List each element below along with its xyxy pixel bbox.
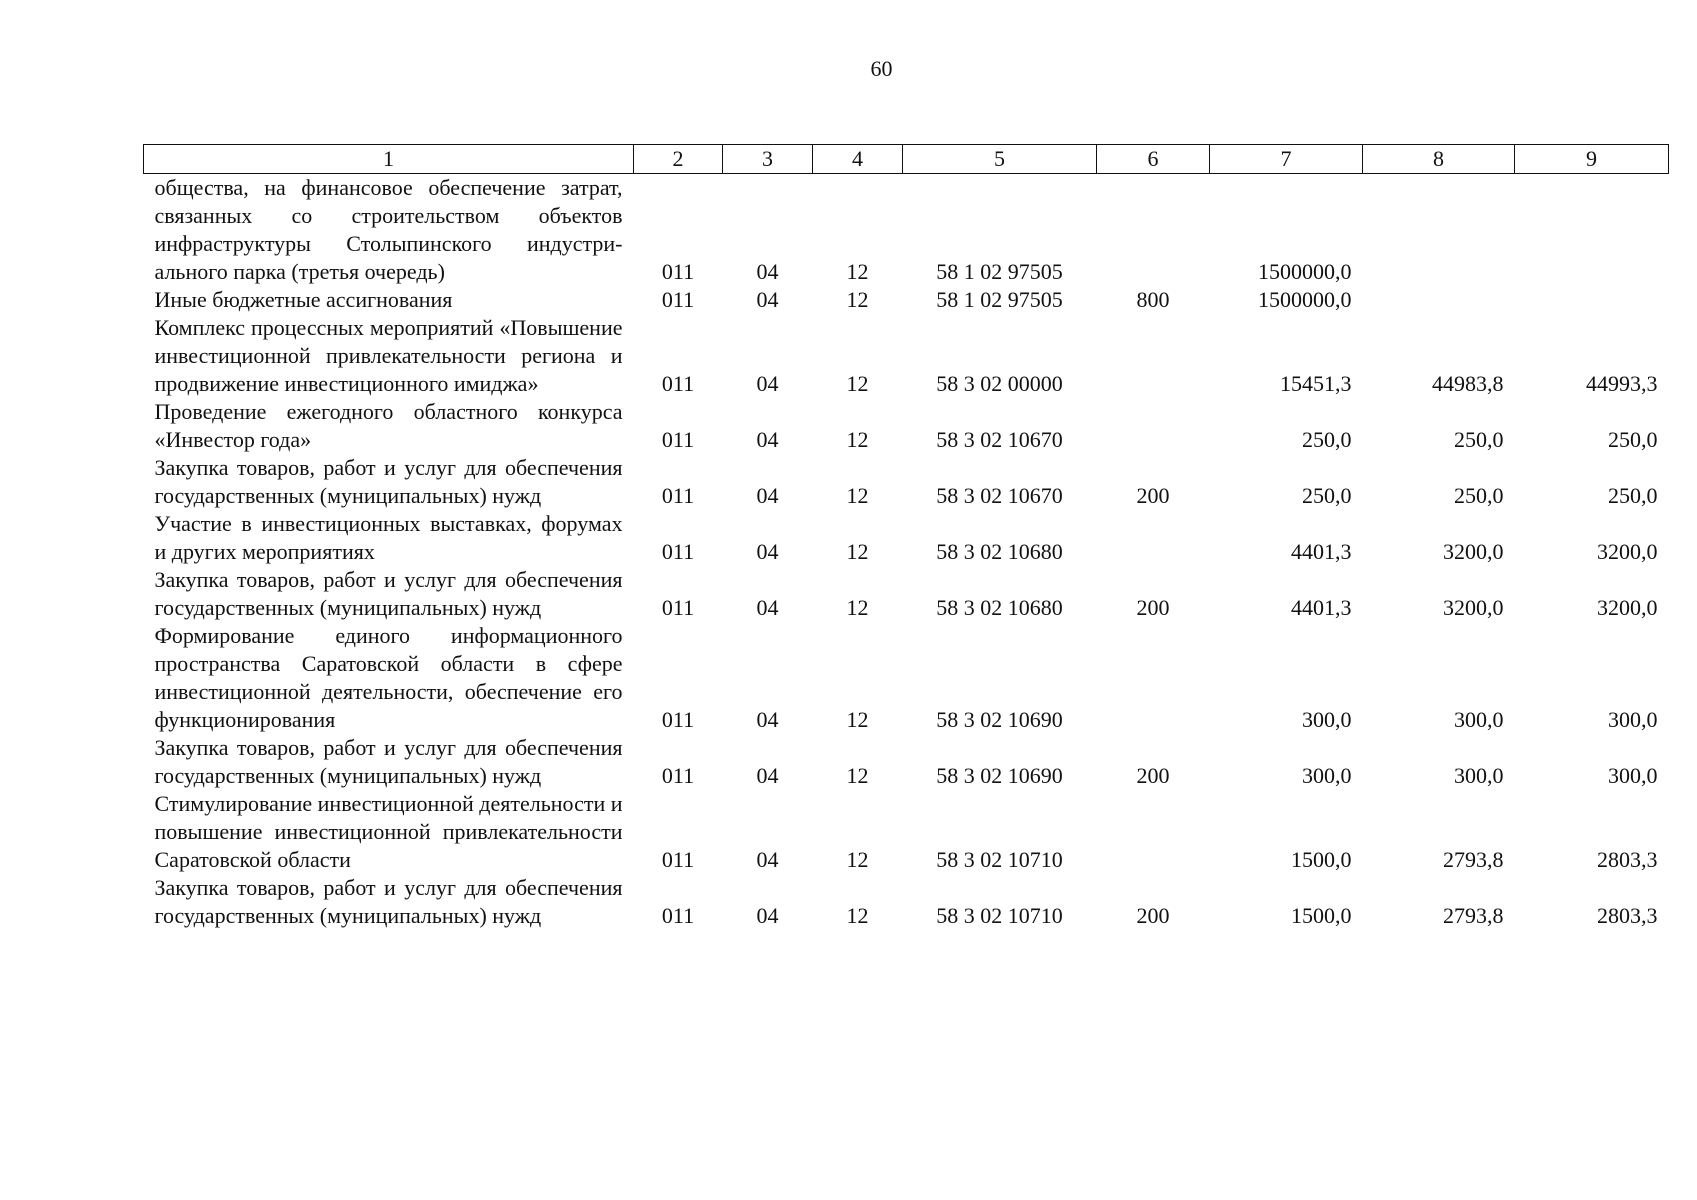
cell-subsection: 12	[846, 539, 869, 564]
cell-section: 04	[756, 707, 779, 732]
cell-amount-7: 250,0	[1302, 427, 1352, 452]
row-name: Комплекс процессных мероприятий «Повышение инвестиционной привлекательности региона и продвижение инвестиционного имиджа»	[154, 315, 623, 396]
row-name: Стимулирование инвестиционной деятельности и повышение инвестиционной привлекательности Саратовской области	[154, 791, 623, 872]
column-header: 9	[1515, 145, 1669, 174]
cell-section: 04	[756, 539, 779, 564]
cell-target-article: 58 3 02 00000	[936, 371, 1063, 396]
cell-amount-8	[1363, 174, 1515, 287]
cell-expense-type	[1097, 174, 1210, 287]
cell-ministry: 011	[661, 371, 695, 396]
cell-amount-7: 15451,3	[1280, 371, 1352, 396]
row-name: Иные бюджетные ассигнования	[154, 287, 453, 312]
cell-target-article: 58 3 02 10690	[936, 707, 1063, 732]
row-name: Закупка товаров, работ и услуг для обеспечения государственных (муниципальных) нужд	[154, 875, 623, 928]
cell-amount-7: 1500,0	[1291, 903, 1352, 928]
cell-target-article: 58 3 02 10680	[936, 595, 1063, 620]
cell-subsection: 12	[846, 595, 869, 620]
cell-section: 04	[756, 763, 779, 788]
row-name: Закупка товаров, работ и услуг для обеспечения государственных (муниципальных) нужд	[154, 735, 623, 788]
cell-section: 04	[756, 427, 779, 452]
cell-target-article: 58 1 02 97505	[936, 287, 1063, 312]
cell-amount-7: 1500000,0	[1258, 259, 1352, 284]
cell-amount-7: 4401,3	[1291, 539, 1352, 564]
cell-expense-type: 200	[1136, 903, 1170, 928]
cell-amount-8: 2793,8	[1443, 847, 1504, 872]
column-header: 8	[1363, 145, 1515, 174]
column-header: 5	[903, 145, 1097, 174]
cell-section: 04	[756, 483, 779, 508]
cell-target-article: 58 3 02 10670	[936, 483, 1063, 508]
table-header-row	[144, 145, 1669, 174]
cell-subsection: 12	[846, 847, 869, 872]
table-row	[144, 734, 1669, 790]
cell-expense-type: 800	[1136, 287, 1170, 312]
cell-expense-type	[1097, 398, 1210, 454]
cell-amount-9: 300,0	[1608, 763, 1658, 788]
cell-subsection: 12	[846, 483, 869, 508]
table-row	[144, 174, 1669, 287]
table-row	[144, 398, 1669, 454]
cell-expense-type	[1097, 510, 1210, 566]
cell-ministry: 011	[661, 763, 695, 788]
cell-expense-type: 200	[1136, 595, 1170, 620]
cell-subsection: 12	[846, 707, 869, 732]
cell-ministry: 011	[661, 595, 695, 620]
cell-amount-9: 250,0	[1608, 483, 1658, 508]
cell-expense-type: 200	[1136, 483, 1170, 508]
cell-subsection: 12	[846, 371, 869, 396]
cell-amount-9: 300,0	[1608, 707, 1658, 732]
table-row	[144, 566, 1669, 622]
cell-target-article: 58 3 02 10690	[936, 763, 1063, 788]
column-header: 4	[813, 145, 903, 174]
cell-ministry: 011	[661, 427, 695, 452]
cell-amount-9	[1515, 174, 1669, 287]
row-name: Закупка товаров, работ и услуг для обеспечения государственных (муниципальных) нужд	[154, 455, 623, 508]
row-name: Участие в инвестиционных выставках, форумах и других мероприятиях	[154, 511, 623, 564]
cell-ministry: 011	[661, 539, 695, 564]
cell-section: 04	[756, 595, 779, 620]
table-row	[144, 790, 1669, 874]
cell-amount-8: 250,0	[1454, 483, 1504, 508]
row-name: Проведение ежегодного областного конкурса «Инвестор года»	[154, 399, 623, 452]
cell-ministry: 011	[661, 847, 695, 872]
cell-amount-9: 2803,3	[1597, 903, 1658, 928]
cell-amount-7: 250,0	[1302, 483, 1352, 508]
column-header: 6	[1097, 145, 1210, 174]
cell-amount-9	[1515, 286, 1669, 314]
cell-amount-7: 1500,0	[1291, 847, 1352, 872]
cell-expense-type	[1097, 314, 1210, 398]
cell-amount-7: 4401,3	[1291, 595, 1352, 620]
table-row	[144, 286, 1669, 314]
cell-expense-type	[1097, 622, 1210, 734]
table-row	[144, 454, 1669, 510]
cell-amount-8: 250,0	[1454, 427, 1504, 452]
cell-amount-8: 44983,8	[1432, 371, 1504, 396]
column-header: 7	[1210, 145, 1363, 174]
cell-amount-9: 44993,3	[1586, 371, 1658, 396]
cell-amount-7: 1500000,0	[1258, 287, 1352, 312]
table-row	[144, 874, 1669, 930]
cell-amount-9: 3200,0	[1597, 539, 1658, 564]
budget-table	[143, 144, 1669, 930]
cell-amount-8: 3200,0	[1443, 539, 1504, 564]
cell-target-article: 58 3 02 10680	[936, 539, 1063, 564]
cell-amount-8: 300,0	[1454, 707, 1504, 732]
cell-section: 04	[756, 903, 779, 928]
column-header: 1	[144, 145, 634, 174]
cell-ministry: 011	[661, 903, 695, 928]
cell-expense-type	[1097, 790, 1210, 874]
cell-subsection: 12	[846, 903, 869, 928]
cell-expense-type: 200	[1136, 763, 1170, 788]
row-name: общества, на финансовое обеспечение затрат, связанных со строительством объектов инфраструктуры Столыпинского индустриального парка (третья очередь)	[154, 175, 623, 284]
column-header: 3	[723, 145, 813, 174]
cell-amount-9: 2803,3	[1597, 847, 1658, 872]
cell-subsection: 12	[846, 427, 869, 452]
cell-subsection: 12	[846, 763, 869, 788]
cell-target-article: 58 3 02 10710	[936, 903, 1063, 928]
cell-section: 04	[756, 259, 779, 284]
cell-amount-7: 300,0	[1302, 707, 1352, 732]
cell-target-article: 58 1 02 97505	[936, 259, 1063, 284]
cell-amount-8	[1363, 286, 1515, 314]
cell-amount-8: 2793,8	[1443, 903, 1504, 928]
column-header: 2	[634, 145, 723, 174]
cell-amount-8: 3200,0	[1443, 595, 1504, 620]
cell-subsection: 12	[846, 259, 869, 284]
table-row	[144, 510, 1669, 566]
cell-amount-9: 250,0	[1608, 427, 1658, 452]
table-row	[144, 314, 1669, 398]
cell-amount-7: 300,0	[1302, 763, 1352, 788]
cell-ministry: 011	[661, 287, 695, 312]
cell-amount-8: 300,0	[1454, 763, 1504, 788]
cell-ministry: 011	[661, 259, 695, 284]
cell-section: 04	[756, 847, 779, 872]
cell-section: 04	[756, 371, 779, 396]
page-number: 60	[870, 56, 893, 81]
cell-ministry: 011	[661, 707, 695, 732]
cell-section: 04	[756, 287, 779, 312]
row-name: Формирование единого информационного пространства Саратовской области в сфере инвестиционной деятельности, обеспечение его функционирования	[154, 623, 623, 732]
table-row	[144, 622, 1669, 734]
row-name: Закупка товаров, работ и услуг для обеспечения государственных (муниципальных) нужд	[154, 567, 623, 620]
cell-ministry: 011	[661, 483, 695, 508]
cell-target-article: 58 3 02 10710	[936, 847, 1063, 872]
cell-target-article: 58 3 02 10670	[936, 427, 1063, 452]
cell-subsection: 12	[846, 287, 869, 312]
cell-amount-9: 3200,0	[1597, 595, 1658, 620]
